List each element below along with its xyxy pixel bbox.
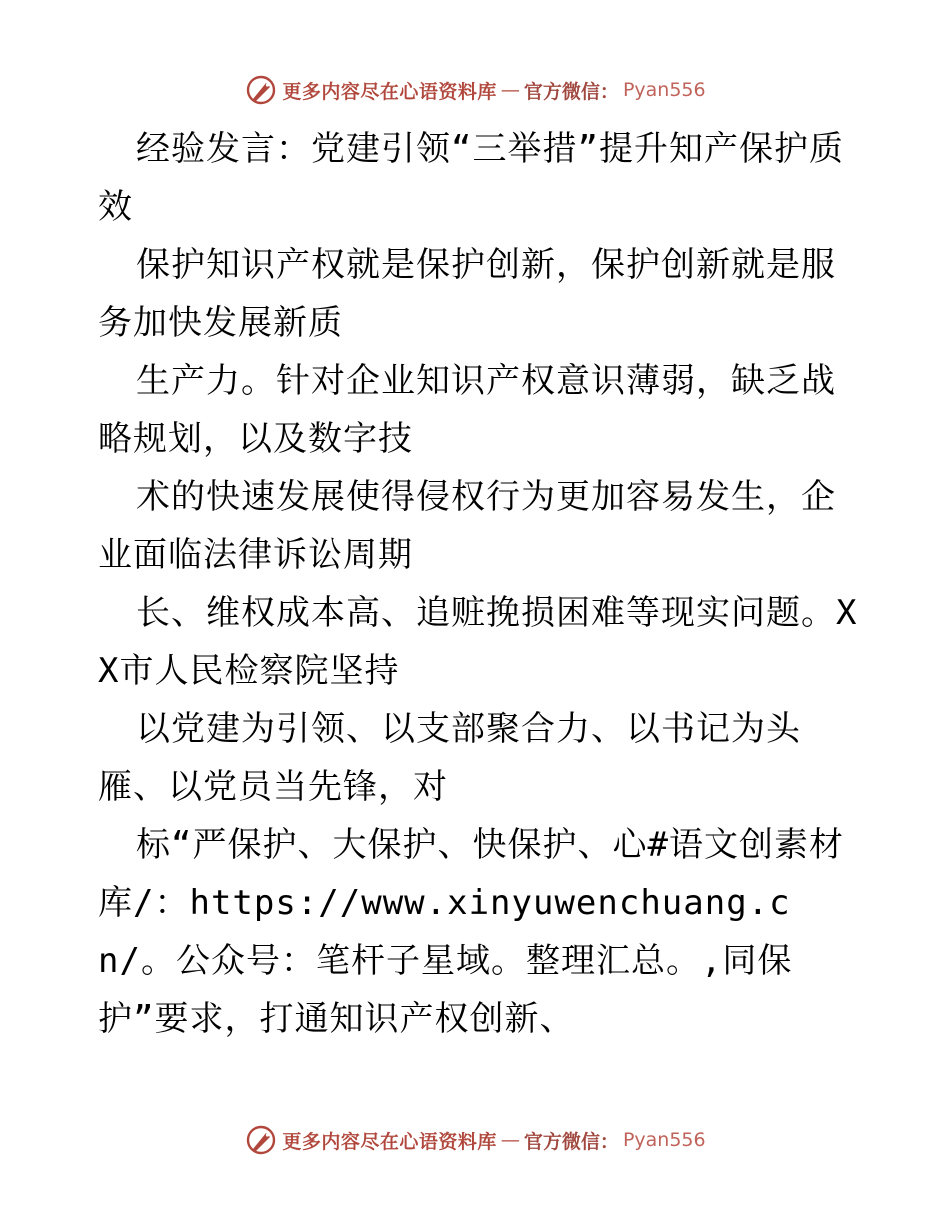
header-banner [244,73,705,107]
page-header [0,70,950,110]
header-wechat-handle: Pyan556 [622,79,706,101]
paragraph-3: 术的快速发展使得侵权行为更加容易发生，企业面临法律诉讼周期 [98,477,836,575]
footer-wechat-handle: Pyan556 [622,1129,706,1151]
page-footer [0,1120,950,1160]
paragraph-2: 生产力。针对企业知识产权意识薄弱，缺乏战略规划，以及数字技 [98,361,836,459]
pen-nib-circle-icon [244,73,278,107]
header-wechat-label: 官方微信： [523,80,619,103]
document-body [98,120,858,1048]
paragraph-6: 标“严保护、大保护、快保护、心#语文创素材库/：https://www.xinyuwenchuang.cn/。公众号：笔杆子星域。整理汇总。,同保护”要求，打通知识产权创新、 [98,825,844,1039]
paragraph-5: 以党建为引领、以支部聚合力、以书记为头雁、以党员当先锋，对 [98,709,801,807]
footer-wechat-label: 官方微信： [523,1130,619,1153]
footer-banner [244,1123,705,1157]
header-separator: — [500,79,520,101]
header-banner-text: 更多内容尽在心语资料库 [282,80,497,103]
footer-banner-text: 更多内容尽在心语资料库 [282,1130,497,1153]
paragraph-1: 保护知识产权就是保护创新，保护创新就是服务加快发展新质 [98,245,836,343]
pen-nib-circle-icon [244,1123,278,1157]
footer-separator: — [500,1129,520,1151]
paragraph-4: 长、维权成本高、追赃挽损困难等现实问题。XX市人民检察院坚持 [98,593,858,691]
document-title: 经验发言：党建引领“三举措”提升知产保护质效 [98,129,844,227]
